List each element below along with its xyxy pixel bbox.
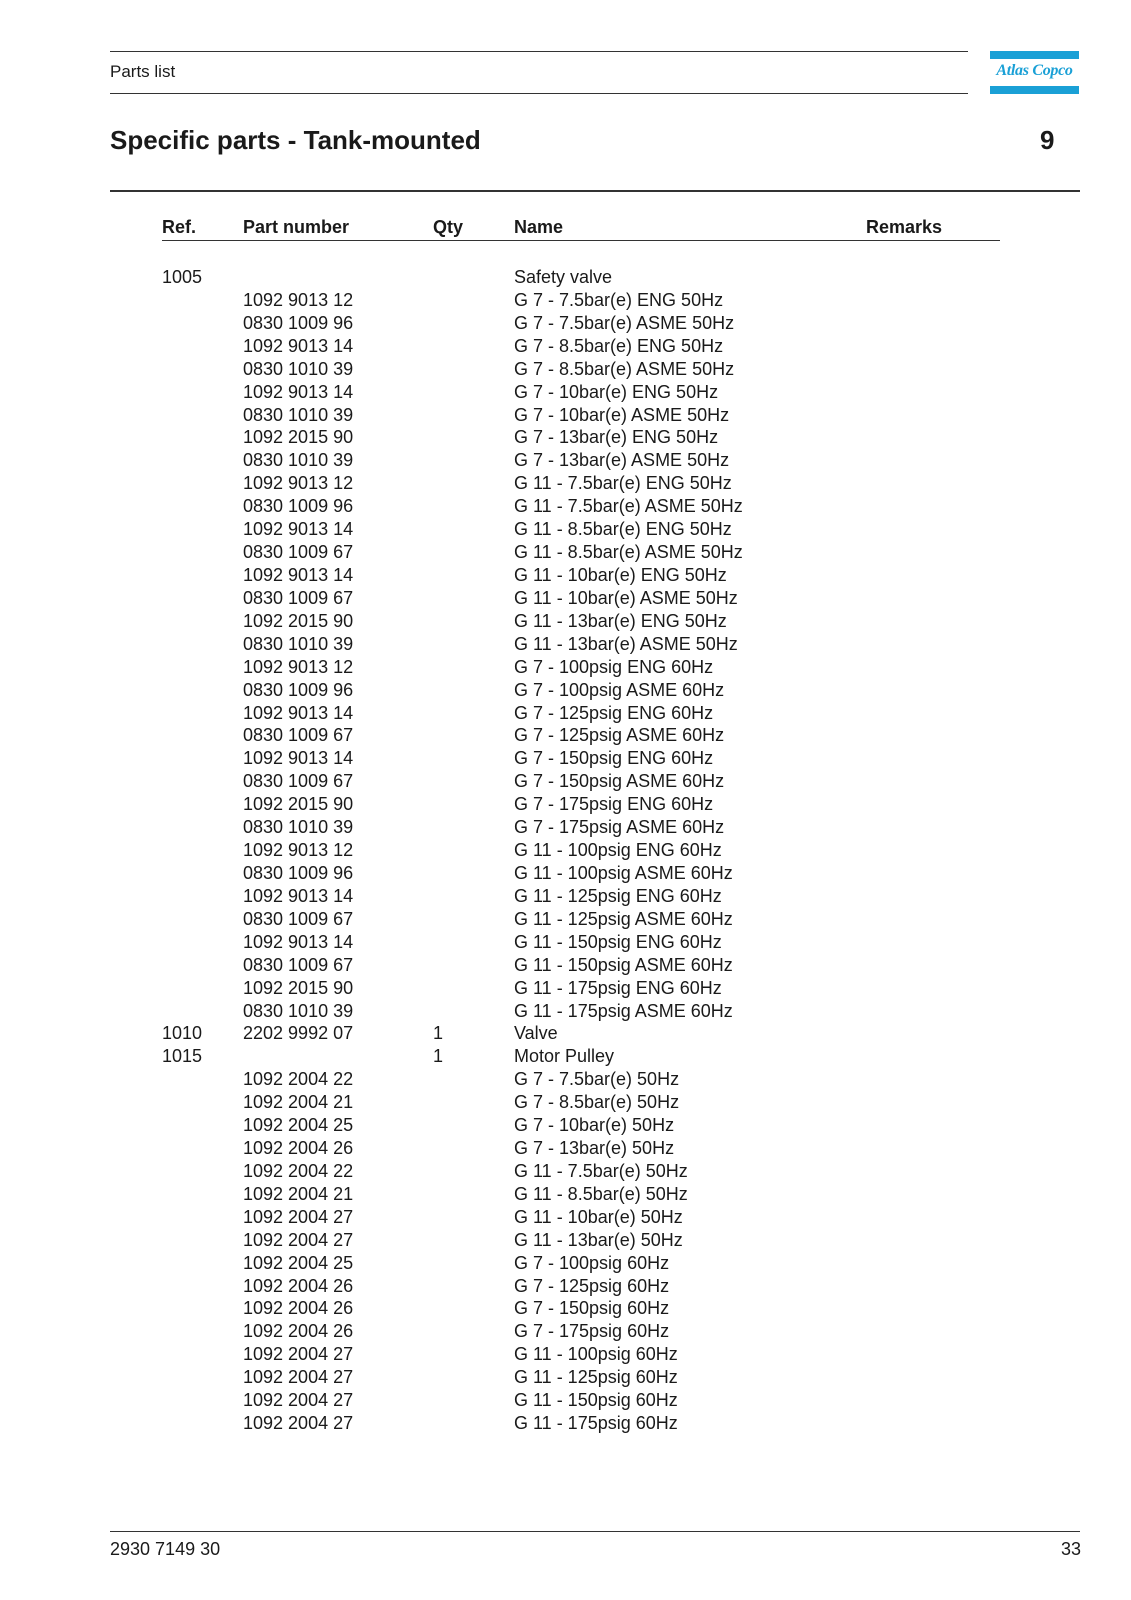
cell-name: G 11 - 100psig 60Hz [514, 1344, 678, 1365]
footer-rule [110, 1531, 1080, 1532]
cell-name: G 7 - 8.5bar(e) ENG 50Hz [514, 335, 724, 356]
cell-name: G 7 - 100psig ENG 60Hz [514, 656, 714, 677]
cell-name: G 7 - 7.5bar(e) ASME 50Hz [514, 312, 735, 333]
cell-name: G 7 - 175psig ENG 60Hz [514, 794, 714, 815]
cell-name: G 11 - 13bar(e) ENG 50Hz [514, 610, 727, 631]
cell-part-number: 1092 9013 14 [243, 931, 354, 952]
table-row [0, 816, 1131, 839]
table-row [0, 1297, 1131, 1320]
cell-qty: 1 [433, 1023, 444, 1044]
cell-name: G 7 - 150psig ENG 60Hz [514, 748, 714, 769]
cell-name: G 7 - 10bar(e) ASME 50Hz [514, 404, 730, 425]
table-row [0, 793, 1131, 816]
table-row [0, 885, 1131, 908]
cell-name: G 7 - 100psig ASME 60Hz [514, 679, 725, 700]
cell-name: G 11 - 100psig ENG 60Hz [514, 840, 722, 861]
table-row [0, 724, 1131, 747]
cell-name: G 11 - 10bar(e) ASME 50Hz [514, 587, 738, 608]
cell-name: Valve [514, 1023, 558, 1044]
column-header-qty: Qty [433, 217, 464, 237]
cell-part-number: 1092 2015 90 [243, 794, 354, 815]
cell-ref: 1010 [162, 1023, 203, 1044]
table-row [0, 1000, 1131, 1023]
table-row [0, 862, 1131, 885]
table-row [0, 381, 1131, 404]
cell-ref: 1005 [162, 267, 203, 287]
cell-name: G 7 - 13bar(e) ENG 50Hz [514, 427, 719, 448]
cell-part-number: 1092 9013 12 [243, 840, 354, 861]
table-row [0, 1045, 1131, 1068]
cell-name: G 11 - 13bar(e) 50Hz [514, 1229, 683, 1250]
table-row [0, 679, 1131, 702]
column-header-name: Name [514, 217, 564, 237]
title-rule [110, 190, 1080, 192]
cell-part-number: 0830 1010 39 [243, 817, 354, 838]
cell-name: G 11 - 8.5bar(e) ENG 50Hz [514, 519, 732, 540]
cell-name: G 11 - 175psig ASME 60Hz [514, 1000, 733, 1021]
table-row [0, 1091, 1131, 1114]
cell-part-number: 0830 1010 39 [243, 358, 354, 379]
cell-part-number: 1092 2004 22 [243, 1069, 354, 1090]
table-row [0, 358, 1131, 381]
cell-part-number: 0830 1009 96 [243, 679, 354, 700]
table-row [0, 1320, 1131, 1343]
cell-part-number: 0830 1009 96 [243, 496, 354, 517]
table-row [0, 1137, 1131, 1160]
cell-part-number: 1092 2004 26 [243, 1298, 354, 1319]
cell-name: G 7 - 8.5bar(e) 50Hz [514, 1092, 680, 1113]
cell-part-number: 1092 2004 21 [243, 1092, 354, 1113]
cell-part-number: 1092 2004 27 [243, 1367, 354, 1388]
cell-part-number: 1092 2004 25 [243, 1252, 354, 1273]
cell-name: G 11 - 10bar(e) ENG 50Hz [514, 564, 727, 585]
cell-part-number: 0830 1009 96 [243, 312, 354, 333]
table-row [0, 426, 1131, 449]
cell-name: Safety valve [514, 267, 613, 287]
cell-name: G 7 - 13bar(e) 50Hz [514, 1138, 675, 1159]
cell-part-number: 1092 9013 14 [243, 564, 354, 585]
cell-name: G 11 - 7.5bar(e) 50Hz [514, 1160, 688, 1181]
table-row [0, 472, 1131, 495]
table-row [0, 633, 1131, 656]
cell-part-number: 1092 2015 90 [243, 610, 354, 631]
cell-name: G 7 - 13bar(e) ASME 50Hz [514, 450, 730, 471]
cell-name: G 11 - 7.5bar(e) ASME 50Hz [514, 496, 743, 517]
cell-part-number: 0830 1009 67 [243, 771, 354, 792]
cell-name: G 7 - 125psig ASME 60Hz [514, 725, 725, 746]
cell-name: G 11 - 125psig ASME 60Hz [514, 908, 733, 929]
cell-name: G 7 - 125psig 60Hz [514, 1275, 670, 1296]
cell-part-number: 0830 1010 39 [243, 633, 354, 654]
table-row [0, 610, 1131, 633]
chapter-number: 9 [1040, 125, 1055, 155]
cell-part-number: 1092 9013 12 [243, 473, 354, 494]
table-row [0, 977, 1131, 1000]
table-row [0, 931, 1131, 954]
table-row [0, 1206, 1131, 1229]
table-row [0, 1252, 1131, 1275]
cell-part-number: 0830 1009 67 [243, 725, 354, 746]
cell-part-number: 0830 1009 67 [243, 954, 354, 975]
cell-qty: 1 [433, 1046, 444, 1067]
table-row [0, 289, 1131, 312]
cell-part-number: 1092 2015 90 [243, 427, 354, 448]
table-row [0, 449, 1131, 472]
table-row [0, 335, 1131, 358]
cell-part-number: 0830 1010 39 [243, 1000, 354, 1021]
cell-part-number: 1092 9013 14 [243, 748, 354, 769]
table-row [0, 404, 1131, 427]
cell-name: G 7 - 175psig 60Hz [514, 1321, 670, 1342]
cell-name: G 7 - 10bar(e) 50Hz [514, 1115, 675, 1136]
page-title: Specific parts - Tank-mounted [110, 125, 481, 155]
table-row [0, 564, 1131, 587]
cell-part-number: 1092 9013 14 [243, 702, 354, 723]
table-row [0, 1160, 1131, 1183]
cell-part-number: 2202 9992 07 [243, 1023, 354, 1044]
cell-name: G 7 - 7.5bar(e) 50Hz [514, 1069, 680, 1090]
header-label: Parts list [110, 62, 176, 81]
cell-name: G 7 - 150psig 60Hz [514, 1298, 670, 1319]
cell-part-number: 1092 9013 14 [243, 885, 354, 906]
cell-name: G 11 - 13bar(e) ASME 50Hz [514, 633, 738, 654]
cell-part-number: 1092 2004 26 [243, 1275, 354, 1296]
cell-part-number: 1092 9013 12 [243, 289, 354, 310]
cell-part-number: 1092 9013 12 [243, 656, 354, 677]
table-row [0, 1229, 1131, 1252]
cell-part-number: 1092 2004 21 [243, 1183, 354, 1204]
table-row [0, 1114, 1131, 1137]
cell-part-number: 1092 2004 25 [243, 1115, 354, 1136]
column-header-remarks: Remarks [866, 217, 943, 237]
table-row [0, 1389, 1131, 1412]
cell-part-number: 1092 9013 14 [243, 381, 354, 402]
cell-name: G 7 - 8.5bar(e) ASME 50Hz [514, 358, 735, 379]
cell-name: G 11 - 125psig ENG 60Hz [514, 885, 722, 906]
table-row [0, 747, 1131, 770]
cell-part-number: 1092 9013 14 [243, 335, 354, 356]
cell-name: G 7 - 125psig ENG 60Hz [514, 702, 714, 723]
table-row [0, 770, 1131, 793]
cell-part-number: 0830 1009 67 [243, 908, 354, 929]
table-row [0, 954, 1131, 977]
table-row [0, 1412, 1131, 1435]
table-row [0, 702, 1131, 725]
page-number: 33 [1060, 1539, 1081, 1559]
document-number: 2930 7149 30 [110, 1539, 221, 1559]
cell-part-number: 1092 2015 90 [243, 977, 354, 998]
table-row [0, 1366, 1131, 1389]
table-row [0, 1068, 1131, 1091]
cell-part-number: 1092 2004 27 [243, 1206, 354, 1227]
cell-part-number: 1092 2004 27 [243, 1390, 354, 1411]
table-row [0, 1343, 1131, 1366]
cell-part-number: 1092 2004 27 [243, 1413, 354, 1434]
table-row [0, 1022, 1131, 1045]
table-row [0, 518, 1131, 541]
cell-name: G 11 - 8.5bar(e) 50Hz [514, 1183, 688, 1204]
logo-text: Atlas Copco [996, 62, 1073, 79]
table-row [0, 656, 1131, 679]
cell-part-number: 1092 2004 27 [243, 1229, 354, 1250]
cell-name: G 7 - 175psig ASME 60Hz [514, 817, 725, 838]
cell-part-number: 0830 1009 96 [243, 862, 354, 883]
cell-part-number: 1092 2004 26 [243, 1138, 354, 1159]
table-row [0, 1275, 1131, 1298]
cell-part-number: 0830 1009 67 [243, 542, 354, 563]
cell-name: G 11 - 7.5bar(e) ENG 50Hz [514, 473, 732, 494]
cell-name: G 11 - 125psig 60Hz [514, 1367, 678, 1388]
header-top-rule [110, 51, 968, 52]
table-row [0, 1183, 1131, 1206]
column-header-part-number: Part number [243, 217, 350, 237]
cell-name: G 7 - 7.5bar(e) ENG 50Hz [514, 289, 724, 310]
cell-name: G 7 - 10bar(e) ENG 50Hz [514, 381, 719, 402]
table-row [0, 839, 1131, 862]
cell-name: G 7 - 150psig ASME 60Hz [514, 771, 725, 792]
cell-part-number: 1092 2004 22 [243, 1160, 354, 1181]
cell-name: G 11 - 175psig ENG 60Hz [514, 977, 722, 998]
cell-part-number: 1092 9013 14 [243, 519, 354, 540]
column-header-ref: Ref. [162, 217, 197, 237]
cell-name: Motor Pulley [514, 1046, 615, 1067]
cell-ref: 1015 [162, 1046, 203, 1067]
cell-part-number: 0830 1010 39 [243, 404, 354, 425]
table-row [0, 266, 1131, 289]
cell-name: G 7 - 100psig 60Hz [514, 1252, 670, 1273]
table-row [0, 312, 1131, 335]
table-header-rule [162, 240, 1000, 241]
cell-name: G 11 - 150psig ASME 60Hz [514, 954, 733, 975]
table-row [0, 908, 1131, 931]
cell-name: G 11 - 8.5bar(e) ASME 50Hz [514, 542, 743, 563]
cell-part-number: 1092 2004 27 [243, 1344, 354, 1365]
cell-name: G 11 - 10bar(e) 50Hz [514, 1206, 683, 1227]
table-row [0, 587, 1131, 610]
brand-logo [990, 51, 1079, 94]
cell-name: G 11 - 100psig ASME 60Hz [514, 862, 733, 883]
cell-part-number: 0830 1009 67 [243, 587, 354, 608]
cell-part-number: 0830 1010 39 [243, 450, 354, 471]
table-row [0, 541, 1131, 564]
cell-name: G 11 - 150psig 60Hz [514, 1390, 678, 1411]
cell-name: G 11 - 150psig ENG 60Hz [514, 931, 722, 952]
table-row [0, 495, 1131, 518]
cell-part-number: 1092 2004 26 [243, 1321, 354, 1342]
cell-name: G 11 - 175psig 60Hz [514, 1413, 678, 1434]
header-bottom-rule [110, 93, 968, 94]
parts-table-body [0, 266, 1131, 1435]
